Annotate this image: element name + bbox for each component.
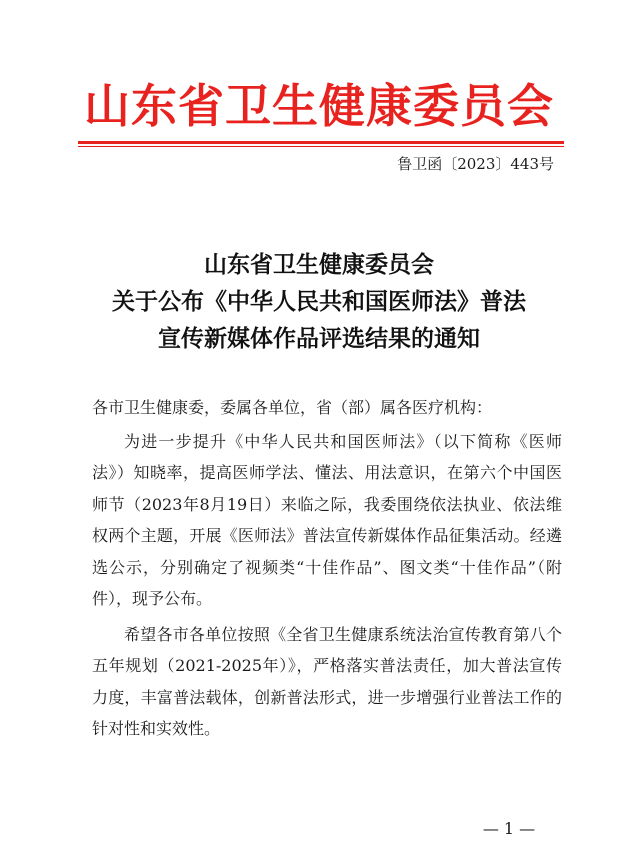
title-line-1: 山东省卫生健康委员会	[204, 251, 434, 278]
body-paragraph-1: 为进一步提升《中华人民共和国医师法》（以下简称《医师法》）知晓率，提高医师学法、懂法、用法意识，在第六个中国医师节（2023年8月19日）来临之际，我委围绕依法执业、依法维权两个主题，开展《医师法》普法宣传新媒体作品征集活动。经遴选公示，分别确定了视频类“十佳作品”、图文类“十佳作品”（附件），现予公布。	[92, 431, 562, 608]
masthead-red-rule-thick	[78, 141, 564, 144]
document-title	[0, 246, 638, 357]
masthead-red-rule-thin	[78, 146, 564, 147]
title-line-3: 宣传新媒体作品评选结果的通知	[158, 325, 480, 352]
masthead-organization-name: 山东省卫生健康委员会	[84, 79, 554, 133]
document-number: 鲁卫函〔2023〕443号	[397, 155, 554, 173]
document-body	[92, 392, 562, 745]
page-number: — 1 —	[482, 819, 536, 838]
salutation: 各市卫生健康委，委属各单位，省（部）属各医疗机构：	[92, 398, 493, 417]
body-paragraph-2: 希望各市各单位按照《全省卫生健康系统法治宣传教育第八个五年规划（2021-2025年）》，严格落实普法责任，加大普法宣传力度，丰富普法载体，创新普法形式，进一步增强行业普法工作的针对性和实效性。	[92, 624, 562, 738]
title-line-2: 关于公布《中华人民共和国医师法》普法	[112, 288, 526, 315]
